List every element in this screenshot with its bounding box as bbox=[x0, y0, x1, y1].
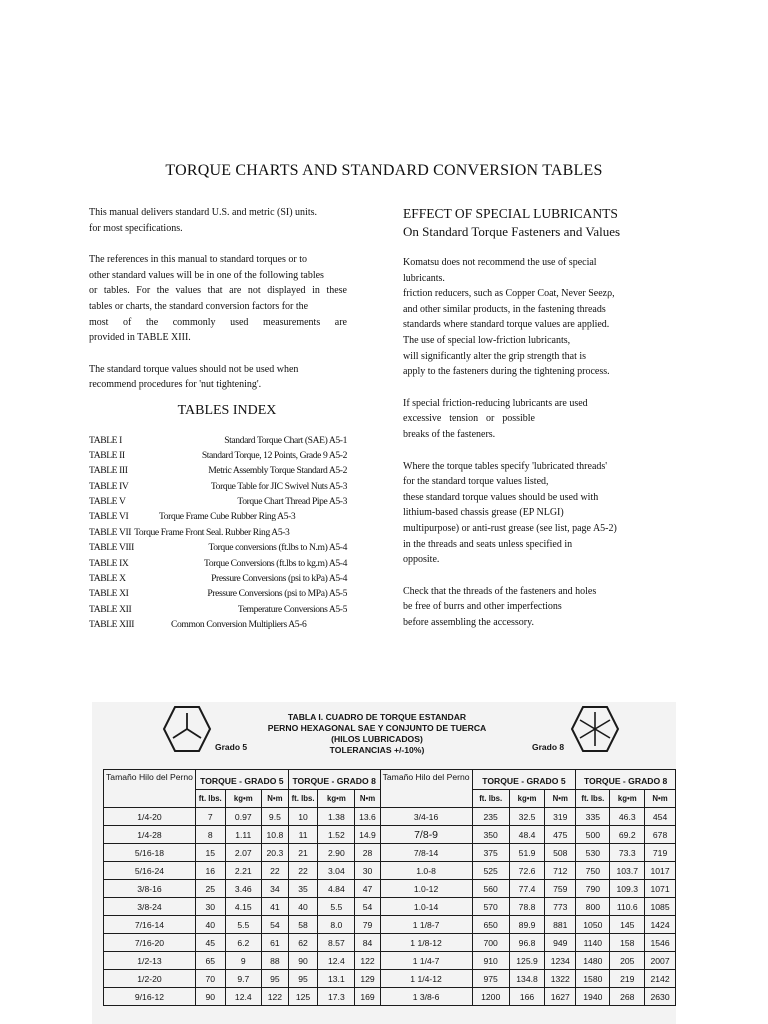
torque-value-cell: 45 bbox=[195, 934, 225, 952]
bolt-size-cell: 7/16-14 bbox=[104, 916, 196, 934]
torque-value-cell: 8.0 bbox=[318, 916, 355, 934]
torque-value-cell: 773 bbox=[545, 898, 576, 916]
unit-header: ft. lbs. bbox=[288, 790, 318, 808]
scan-title-line: TABLA I. CUADRO DE TORQUE ESTANDAR bbox=[287, 712, 467, 722]
torque-value-cell: 145 bbox=[610, 916, 645, 934]
torque-value-cell: 30 bbox=[355, 862, 380, 880]
text-line: opposite. bbox=[403, 554, 440, 566]
torque-value-cell: 48.4 bbox=[509, 826, 544, 844]
index-label: TABLE V bbox=[89, 496, 126, 508]
text-line: be free of burrs and other imperfections bbox=[403, 601, 562, 613]
torque-value-cell: 2.07 bbox=[225, 844, 262, 862]
text-line: Where the torque tables specify 'lubricated threads' bbox=[403, 460, 608, 472]
text-line: The use of special low-friction lubricants, bbox=[403, 334, 571, 346]
torque-value-cell: 560 bbox=[472, 880, 509, 898]
torque-value-cell: 90 bbox=[288, 952, 318, 970]
text-line: excessive tension or possible bbox=[403, 413, 535, 425]
torque-value-cell: 15 bbox=[195, 844, 225, 862]
torque-value-cell: 219 bbox=[610, 970, 645, 988]
torque-value-cell: 46.3 bbox=[610, 808, 645, 826]
table-row bbox=[104, 880, 676, 898]
index-row bbox=[89, 540, 347, 555]
tables-index-heading: TABLES INDEX bbox=[177, 402, 277, 418]
table-row bbox=[104, 916, 676, 934]
torque-value-cell: 235 bbox=[472, 808, 509, 826]
torque-value-cell: 9 bbox=[225, 952, 262, 970]
lubricants-subheading: On Standard Torque Fasteners and Values bbox=[403, 224, 621, 239]
index-row bbox=[89, 433, 347, 448]
index-label: TABLE III bbox=[89, 465, 128, 477]
index-row bbox=[89, 525, 347, 540]
table-row bbox=[104, 898, 676, 916]
text-line: for the standard torque values listed, bbox=[403, 476, 549, 488]
bolt-size-cell: 1 1/4-7 bbox=[380, 952, 472, 970]
torque-value-cell: 17.3 bbox=[318, 988, 355, 1006]
torque-value-cell: 34 bbox=[262, 880, 289, 898]
grease-paragraph bbox=[403, 459, 633, 568]
index-row bbox=[89, 571, 347, 586]
table-header-row bbox=[104, 770, 676, 790]
unit-header: ft. lbs. bbox=[472, 790, 509, 808]
torque-value-cell: 16 bbox=[195, 862, 225, 880]
torque-value-cell: 58 bbox=[288, 916, 318, 934]
torque-value-cell: 28 bbox=[355, 844, 380, 862]
torque-value-cell: 881 bbox=[545, 916, 576, 934]
torque-value-cell: 110.6 bbox=[610, 898, 645, 916]
page-title: TORQUE CHARTS AND STANDARD CONVERSION TABLES bbox=[165, 162, 603, 179]
torque-value-cell: 319 bbox=[545, 808, 576, 826]
torque-value-cell: 6.2 bbox=[225, 934, 262, 952]
index-label: TABLE XIII bbox=[89, 619, 135, 631]
size-header: Tamaño Hilo del Perno bbox=[104, 770, 196, 808]
size-header: Tamaño Hilo del Perno bbox=[380, 770, 472, 808]
bolt-size-cell: 1.0-8 bbox=[380, 862, 472, 880]
torque-value-cell: 0.97 bbox=[225, 808, 262, 826]
index-description: Standard Torque Chart (SAE) A5-1 bbox=[224, 434, 347, 446]
torque-value-cell: 40 bbox=[288, 898, 318, 916]
torque-value-cell: 949 bbox=[545, 934, 576, 952]
index-label: TABLE X bbox=[89, 573, 126, 585]
bolt-size-cell: 5/16-24 bbox=[104, 862, 196, 880]
torque-value-cell: 89.9 bbox=[509, 916, 544, 934]
torque-table-body bbox=[104, 808, 676, 1006]
torque-value-cell: 32.5 bbox=[509, 808, 544, 826]
torque-value-cell: 78.8 bbox=[509, 898, 544, 916]
torque-value-cell: 12.4 bbox=[225, 988, 262, 1006]
text-line: most of the commonly used measurements are bbox=[89, 316, 347, 328]
torque-value-cell: 750 bbox=[576, 862, 610, 880]
scan-title-block bbox=[242, 712, 512, 756]
table-row bbox=[104, 844, 676, 862]
torque-value-cell: 9.5 bbox=[262, 808, 289, 826]
torque-value-cell: 40 bbox=[195, 916, 225, 934]
torque-value-cell: 62 bbox=[288, 934, 318, 952]
bolt-size-cell: 1/2-20 bbox=[104, 970, 196, 988]
torque-value-cell: 14.9 bbox=[355, 826, 380, 844]
bolt-size-cell: 1.0-12 bbox=[380, 880, 472, 898]
text-line: apply to the fasteners during the tightening process. bbox=[403, 366, 610, 378]
torque-value-cell: 2142 bbox=[645, 970, 676, 988]
torque-value-cell: 454 bbox=[645, 808, 676, 826]
torque-value-cell: 158 bbox=[610, 934, 645, 952]
bolt-size-cell: 1 3/8-6 bbox=[380, 988, 472, 1006]
torque-value-cell: 910 bbox=[472, 952, 509, 970]
grade8-label: Grado 8 bbox=[532, 742, 565, 752]
index-label: TABLE IV bbox=[89, 480, 129, 492]
torque-value-cell: 4.15 bbox=[225, 898, 262, 916]
index-label: TABLE II bbox=[89, 449, 125, 461]
torque-value-cell: 4.84 bbox=[318, 880, 355, 898]
torque-value-cell: 35 bbox=[288, 880, 318, 898]
torque-value-cell: 268 bbox=[610, 988, 645, 1006]
table-row bbox=[104, 862, 676, 880]
index-row bbox=[89, 586, 347, 601]
unit-header: N•m bbox=[262, 790, 289, 808]
bolt-size-cell: 7/8-14 bbox=[380, 844, 472, 862]
unit-header: ft. lbs. bbox=[195, 790, 225, 808]
grade8-header: TORQUE - GRADO 8 bbox=[288, 770, 380, 790]
text-line: standards where standard torque values are applied. bbox=[403, 319, 610, 331]
text-line: The references in this manual to standard torques or to bbox=[89, 254, 307, 266]
torque-value-cell: 3.04 bbox=[318, 862, 355, 880]
text-line: breaks of the fasteners. bbox=[403, 428, 496, 440]
torque-value-cell: 96.8 bbox=[509, 934, 544, 952]
torque-value-cell: 69.2 bbox=[610, 826, 645, 844]
index-label: TABLE VII bbox=[89, 526, 132, 538]
text-line: This manual delivers standard U.S. and metric (SI) units. bbox=[89, 207, 318, 218]
text-line: in the threads and seats unless specified in bbox=[403, 538, 573, 550]
right-column bbox=[403, 205, 633, 630]
index-description: Torque Frame Front Seal. Rubber Ring A5-3 bbox=[134, 526, 290, 538]
unit-header: ft. lbs. bbox=[576, 790, 610, 808]
lubricants-paragraph bbox=[403, 255, 633, 380]
bolt-size-cell: 3/8-16 bbox=[104, 880, 196, 898]
torque-value-cell: 5.5 bbox=[225, 916, 262, 934]
text-line: before assembling the accessory. bbox=[403, 616, 534, 628]
torque-value-cell: 2.21 bbox=[225, 862, 262, 880]
torque-value-cell: 508 bbox=[545, 844, 576, 862]
torque-value-cell: 122 bbox=[355, 952, 380, 970]
grade5-header: TORQUE - GRADO 5 bbox=[195, 770, 288, 790]
torque-value-cell: 61 bbox=[262, 934, 289, 952]
scan-title-line: TOLERANCIAS +/-10%) bbox=[329, 745, 425, 755]
torque-value-cell: 95 bbox=[288, 970, 318, 988]
torque-value-cell: 22 bbox=[262, 862, 289, 880]
torque-value-cell: 103.7 bbox=[610, 862, 645, 880]
torque-value-cell: 134.8 bbox=[509, 970, 544, 988]
index-description: Pressure Conversions (psi to kPa) A5-4 bbox=[211, 573, 347, 585]
bolt-size-cell: 1/2-13 bbox=[104, 952, 196, 970]
unit-header: kg•m bbox=[318, 790, 355, 808]
index-description: Torque Chart Thread Pipe A5-3 bbox=[237, 496, 347, 508]
torque-value-cell: 1424 bbox=[645, 916, 676, 934]
tables-index-list bbox=[89, 433, 347, 633]
index-label: TABLE XI bbox=[89, 588, 129, 600]
torque-value-cell: 1480 bbox=[576, 952, 610, 970]
left-column bbox=[89, 205, 347, 633]
torque-value-cell: 1050 bbox=[576, 916, 610, 934]
torque-value-cell: 3.46 bbox=[225, 880, 262, 898]
scan-header bbox=[92, 702, 676, 768]
torque-value-cell: 95 bbox=[262, 970, 289, 988]
unit-header: kg•m bbox=[509, 790, 544, 808]
torque-value-cell: 375 bbox=[472, 844, 509, 862]
torque-value-cell: 7 bbox=[195, 808, 225, 826]
torque-value-cell: 530 bbox=[576, 844, 610, 862]
grade5-header: TORQUE - GRADO 5 bbox=[472, 770, 576, 790]
text-line: provided in TABLE XIII. bbox=[89, 332, 191, 344]
torque-value-cell: 475 bbox=[545, 826, 576, 844]
grade5-hex-bolt-icon bbox=[162, 705, 212, 753]
torque-value-cell: 2.90 bbox=[318, 844, 355, 862]
torque-value-cell: 1322 bbox=[545, 970, 576, 988]
torque-value-cell: 10 bbox=[288, 808, 318, 826]
torque-value-cell: 719 bbox=[645, 844, 676, 862]
text-line: tables or charts, the standard conversion factors for the bbox=[89, 300, 309, 312]
torque-value-cell: 125 bbox=[288, 988, 318, 1006]
table-row bbox=[104, 988, 676, 1006]
scanned-torque-table bbox=[92, 702, 676, 1024]
intro-paragraph bbox=[89, 205, 347, 236]
torque-value-cell: 129 bbox=[355, 970, 380, 988]
bolt-size-cell: 7/8-9 bbox=[380, 826, 472, 844]
index-row bbox=[89, 494, 347, 509]
torque-value-cell: 169 bbox=[355, 988, 380, 1006]
text-line: If special friction-reducing lubricants are used bbox=[403, 397, 588, 409]
friction-paragraph bbox=[403, 396, 633, 443]
bolt-size-cell: 1.0-14 bbox=[380, 898, 472, 916]
index-row bbox=[89, 463, 347, 478]
torque-value-cell: 712 bbox=[545, 862, 576, 880]
torque-value-cell: 8.57 bbox=[318, 934, 355, 952]
bolt-size-cell: 3/4-16 bbox=[380, 808, 472, 826]
text-line: for most specifications. bbox=[89, 222, 183, 234]
torque-value-cell: 8 bbox=[195, 826, 225, 844]
text-line: other standard values will be in one of the following tables bbox=[89, 269, 324, 281]
index-row bbox=[89, 479, 347, 494]
index-description: Metric Assembly Torque Standard A5-2 bbox=[208, 465, 347, 477]
torque-value-cell: 41 bbox=[262, 898, 289, 916]
unit-header: kg•m bbox=[610, 790, 645, 808]
torque-value-cell: 109.3 bbox=[610, 880, 645, 898]
index-row bbox=[89, 509, 347, 524]
index-description: Torque conversions (ft.lbs to N.m) A5-4 bbox=[208, 542, 347, 554]
table-row bbox=[104, 970, 676, 988]
torque-value-cell: 25 bbox=[195, 880, 225, 898]
torque-value-cell: 790 bbox=[576, 880, 610, 898]
torque-value-cell: 650 bbox=[472, 916, 509, 934]
torque-value-cell: 77.4 bbox=[509, 880, 544, 898]
torque-value-cell: 800 bbox=[576, 898, 610, 916]
torque-value-cell: 79 bbox=[355, 916, 380, 934]
text-line: multipurpose) or anti-rust grease (see list, page A5-2) bbox=[403, 522, 617, 534]
unit-header: kg•m bbox=[225, 790, 262, 808]
index-description: Torque Frame Cube Rubber Ring A5-3 bbox=[159, 511, 296, 523]
index-description: Common Conversion Multipliers A5-6 bbox=[171, 619, 307, 631]
index-row bbox=[89, 448, 347, 463]
index-description: Temperature Conversions A5-5 bbox=[237, 603, 347, 615]
index-label: TABLE XII bbox=[89, 603, 132, 615]
torque-value-cell: 205 bbox=[610, 952, 645, 970]
references-paragraph bbox=[89, 252, 347, 346]
text-line: Check that the threads of the fasteners and holes bbox=[403, 585, 597, 597]
torque-value-cell: 350 bbox=[472, 826, 509, 844]
index-label: TABLE VI bbox=[89, 511, 129, 523]
text-line: and other similar products, in the fastening threads bbox=[403, 303, 606, 315]
torque-value-cell: 166 bbox=[509, 988, 544, 1006]
torque-value-cell: 525 bbox=[472, 862, 509, 880]
torque-value-cell: 11 bbox=[288, 826, 318, 844]
bolt-size-cell: 1 1/8-7 bbox=[380, 916, 472, 934]
bolt-size-cell: 1/4-20 bbox=[104, 808, 196, 826]
torque-value-cell: 2630 bbox=[645, 988, 676, 1006]
torque-value-cell: 65 bbox=[195, 952, 225, 970]
torque-value-cell: 84 bbox=[355, 934, 380, 952]
torque-value-cell: 335 bbox=[576, 808, 610, 826]
torque-value-cell: 759 bbox=[545, 880, 576, 898]
torque-value-cell: 72.6 bbox=[509, 862, 544, 880]
burrs-paragraph bbox=[403, 584, 633, 631]
text-line: The standard torque values should not be used when bbox=[89, 363, 299, 375]
scan-title-line: (HILOS LUBRICADOS) bbox=[331, 734, 423, 744]
text-line: these standard torque values should be used with bbox=[403, 491, 599, 503]
torque-value-cell: 30 bbox=[195, 898, 225, 916]
text-line: Komatsu does not recommend the use of special lubricants. bbox=[403, 257, 597, 284]
torque-value-cell: 125.9 bbox=[509, 952, 544, 970]
torque-value-cell: 47 bbox=[355, 880, 380, 898]
text-line: friction reducers, such as Copper Coat, Never Seezρ, bbox=[403, 288, 615, 300]
torque-value-cell: 2007 bbox=[645, 952, 676, 970]
torque-value-cell: 51.9 bbox=[509, 844, 544, 862]
torque-value-cell: 500 bbox=[576, 826, 610, 844]
index-row bbox=[89, 556, 347, 571]
bolt-size-cell: 1/4-28 bbox=[104, 826, 196, 844]
index-row bbox=[89, 617, 347, 632]
scan-title-line: PERNO HEXAGONAL SAE Y CONJUNTO DE TUERCA bbox=[267, 723, 487, 733]
index-label: TABLE I bbox=[89, 434, 122, 446]
torque-value-cell: 1071 bbox=[645, 880, 676, 898]
text-line: lithium-based chassis grease (EP NLGI) bbox=[403, 507, 564, 519]
torque-value-cell: 12.4 bbox=[318, 952, 355, 970]
torque-value-cell: 5.5 bbox=[318, 898, 355, 916]
table-row bbox=[104, 934, 676, 952]
text-line: will significantly alter the grip strength that is bbox=[403, 350, 587, 362]
torque-value-cell: 88 bbox=[262, 952, 289, 970]
grade8-header: TORQUE - GRADO 8 bbox=[576, 770, 676, 790]
torque-value-cell: 13.6 bbox=[355, 808, 380, 826]
torque-table bbox=[103, 769, 676, 1006]
table-row bbox=[104, 826, 676, 844]
lubricants-heading: EFFECT OF SPECIAL LUBRICANTS bbox=[403, 206, 618, 221]
torque-value-cell: 1.11 bbox=[225, 826, 262, 844]
grade5-label: Grado 5 bbox=[215, 742, 248, 752]
standard-paragraph bbox=[89, 362, 347, 393]
index-description: Standard Torque, 12 Points, Grade 9 A5-2 bbox=[201, 449, 347, 461]
torque-value-cell: 678 bbox=[645, 826, 676, 844]
torque-value-cell: 54 bbox=[262, 916, 289, 934]
torque-value-cell: 54 bbox=[355, 898, 380, 916]
torque-value-cell: 73.3 bbox=[610, 844, 645, 862]
torque-value-cell: 90 bbox=[195, 988, 225, 1006]
text-line: recommend procedures for 'nut tightening'. bbox=[89, 379, 262, 391]
torque-value-cell: 10.8 bbox=[262, 826, 289, 844]
bolt-size-cell: 3/8-24 bbox=[104, 898, 196, 916]
bolt-size-cell: 7/16-20 bbox=[104, 934, 196, 952]
table-row bbox=[104, 952, 676, 970]
unit-header: N•m bbox=[355, 790, 380, 808]
bolt-size-cell: 5/16-18 bbox=[104, 844, 196, 862]
bolt-size-cell: 1 1/4-12 bbox=[380, 970, 472, 988]
bolt-size-cell: 1 1/8-12 bbox=[380, 934, 472, 952]
torque-value-cell: 20.3 bbox=[262, 844, 289, 862]
index-description: Pressure Conversions (psi to MPa) A5-5 bbox=[207, 588, 347, 600]
torque-value-cell: 1200 bbox=[472, 988, 509, 1006]
index-label: TABLE IX bbox=[89, 557, 129, 569]
torque-value-cell: 1546 bbox=[645, 934, 676, 952]
index-description: Torque Conversions (ft.lbs to kg.m) A5-4 bbox=[204, 557, 347, 569]
torque-value-cell: 700 bbox=[472, 934, 509, 952]
torque-value-cell: 21 bbox=[288, 844, 318, 862]
unit-header: N•m bbox=[645, 790, 676, 808]
index-label: TABLE VIII bbox=[89, 542, 134, 554]
torque-value-cell: 570 bbox=[472, 898, 509, 916]
torque-value-cell: 1140 bbox=[576, 934, 610, 952]
torque-value-cell: 13.1 bbox=[318, 970, 355, 988]
torque-value-cell: 1234 bbox=[545, 952, 576, 970]
text-line: or tables. For the values that are not displayed in these bbox=[89, 285, 347, 297]
torque-value-cell: 1085 bbox=[645, 898, 676, 916]
index-row bbox=[89, 602, 347, 617]
index-description: Torque Table for JIC Swivel Nuts A5-3 bbox=[210, 480, 347, 492]
bolt-size-cell: 9/16-12 bbox=[104, 988, 196, 1006]
torque-value-cell: 1017 bbox=[645, 862, 676, 880]
unit-header: N•m bbox=[545, 790, 576, 808]
torque-value-cell: 1.38 bbox=[318, 808, 355, 826]
torque-value-cell: 1.52 bbox=[318, 826, 355, 844]
grade8-hex-bolt-icon bbox=[570, 705, 620, 753]
torque-value-cell: 1940 bbox=[576, 988, 610, 1006]
torque-value-cell: 70 bbox=[195, 970, 225, 988]
torque-value-cell: 22 bbox=[288, 862, 318, 880]
torque-value-cell: 1580 bbox=[576, 970, 610, 988]
torque-value-cell: 1627 bbox=[545, 988, 576, 1006]
torque-value-cell: 975 bbox=[472, 970, 509, 988]
torque-value-cell: 9.7 bbox=[225, 970, 262, 988]
table-row bbox=[104, 808, 676, 826]
torque-value-cell: 122 bbox=[262, 988, 289, 1006]
